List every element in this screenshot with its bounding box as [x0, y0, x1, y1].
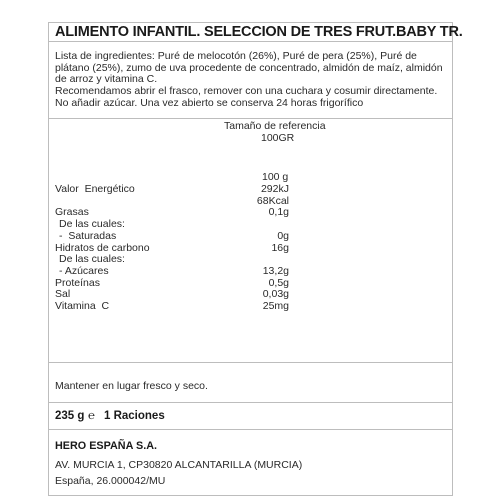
- nutrient-value: 0,1g: [268, 206, 289, 219]
- nutrient-label: - Saturadas: [59, 229, 117, 242]
- divider: [49, 429, 452, 430]
- nutrient-label: De las cuales:: [59, 253, 125, 266]
- storage-text: Mantener en lugar fresco y seco.: [55, 380, 208, 392]
- ingredients-text: Lista de ingredientes: Puré de melocotón (26%), Puré de pera (25%), Puré de plátano (25%), zumo de uva procedente de concentrado, almidón de maíz, almidón de arroz y vitamina C.: [55, 50, 443, 86]
- nutrient-value: 292kJ: [260, 183, 289, 195]
- nutrient-value: 0,03g: [262, 288, 289, 301]
- estimated-sign-icon: ℮: [88, 410, 95, 422]
- nutrient-value: 0,5g: [268, 276, 289, 289]
- company-address: AV. MURCIA 1, CP30820 ALCANTARILLA (MURCIA): [55, 459, 303, 471]
- nutrient-value: 0g: [277, 229, 289, 242]
- nutrient-value: 13,2g: [262, 264, 289, 277]
- nutrient-value: 68Kcal: [256, 194, 289, 207]
- nutrient-label: De las cuales:: [59, 218, 125, 231]
- nutrient-label: Sal: [55, 288, 71, 301]
- instructions-text: Recomendamos abrir el frasco, remover con una cuchara y cosumir directamente. No añadir azúcar. Una vez abierto se conserva 24 horas frigorífico: [55, 85, 438, 109]
- reference-size-label: Tamaño de referencia: [224, 120, 326, 132]
- company-registry: España, 26.000042/MU: [55, 475, 166, 487]
- nutrient-value: 25mg: [262, 300, 289, 312]
- product-title: ALIMENTO INFANTIL. SELECCION DE TRES FRUT.BABY TR.: [55, 24, 463, 40]
- reference-size-value: 100GR: [261, 132, 295, 144]
- nutrient-label: Vitamina C: [55, 300, 110, 312]
- product-label: [48, 22, 463, 496]
- portions: 1 Raciones: [104, 410, 165, 422]
- nutrient-label: Hidratos de carbono: [55, 241, 150, 254]
- nutrient-value: 16g: [271, 241, 289, 254]
- nutrient-label: Proteínas: [55, 276, 100, 289]
- divider: [49, 402, 452, 403]
- net-weight: 235 g: [55, 410, 85, 422]
- nutrient-label: - Azúcares: [59, 264, 109, 277]
- nutrient-label: Grasas: [55, 206, 89, 219]
- divider: [49, 118, 452, 119]
- nutrient-label: Valor Energético: [55, 183, 135, 195]
- title-bar: [49, 23, 463, 42]
- company-name: HERO ESPAÑA S.A.: [55, 440, 157, 452]
- divider: [49, 362, 452, 363]
- per-100g-header: 100 g: [262, 171, 289, 183]
